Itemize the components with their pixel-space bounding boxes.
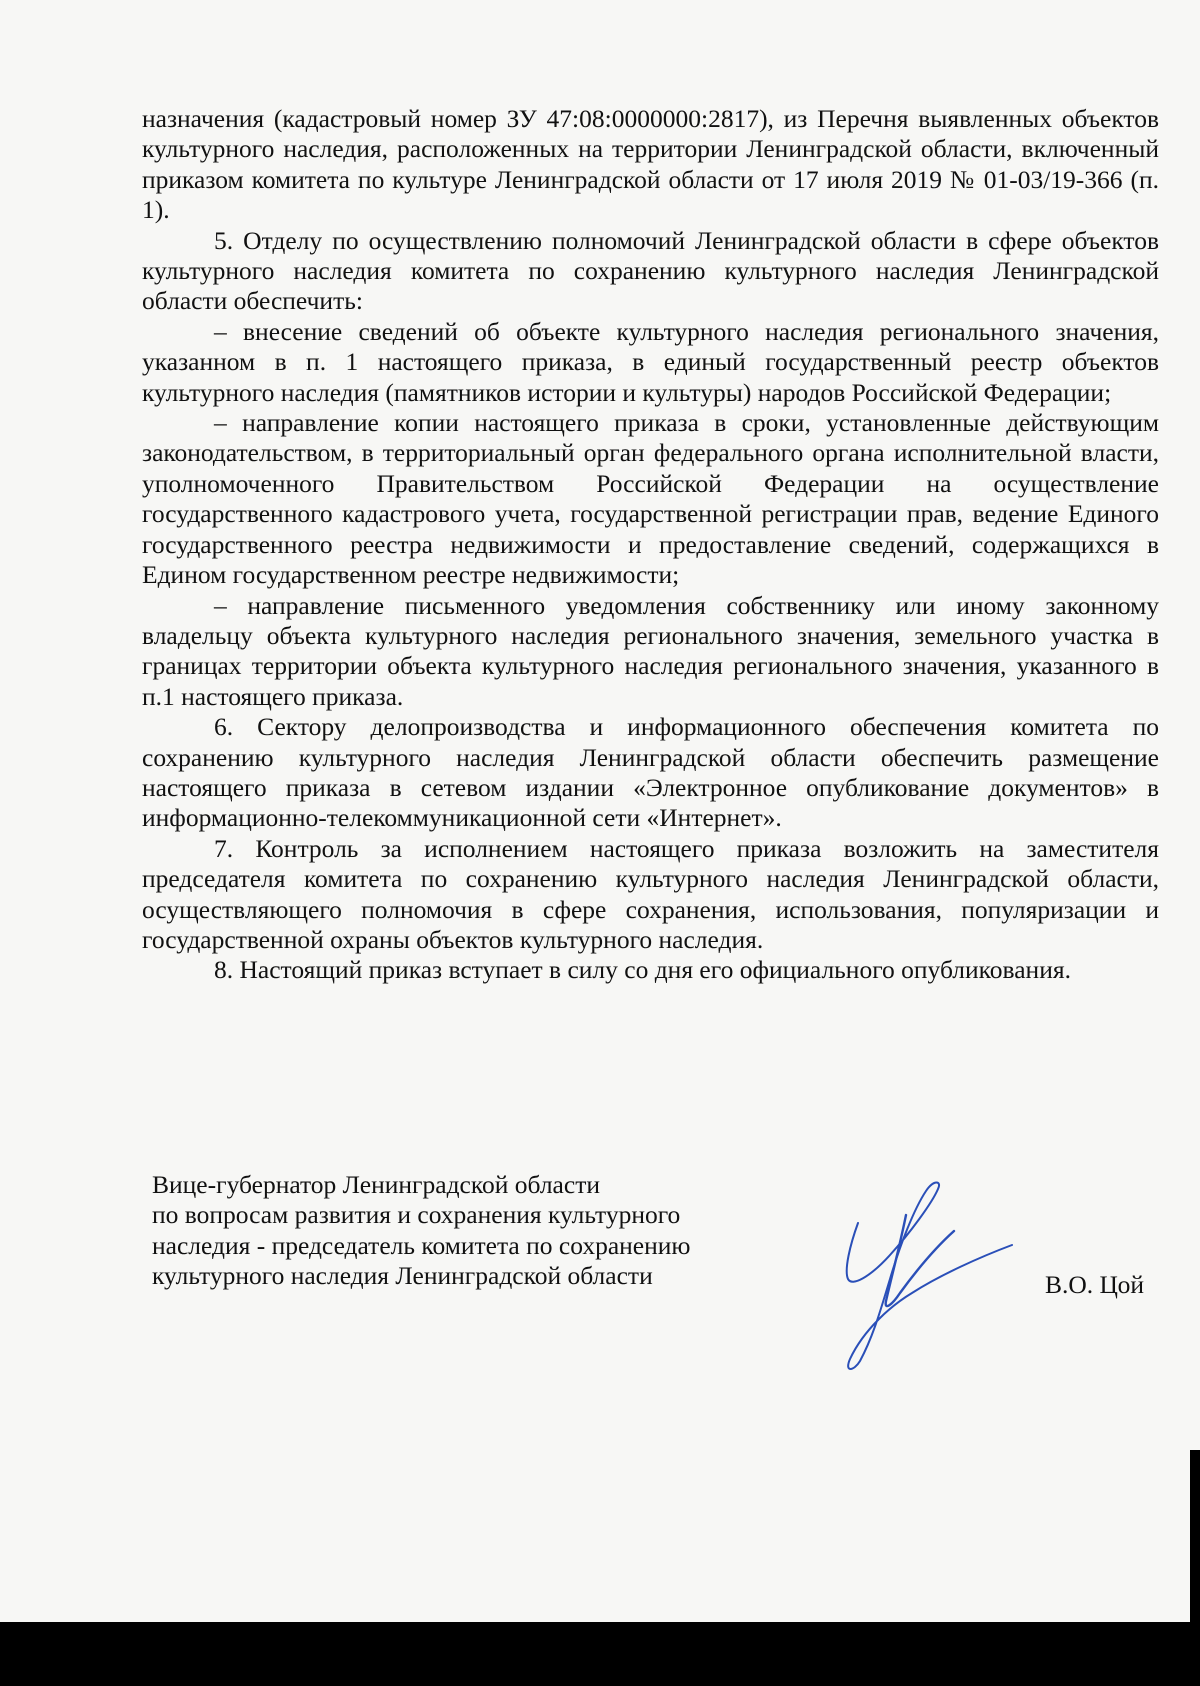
paragraph-bullet-notice: – направление письменного уведомления собственнику или иному законному владельцу объекта культурного наследия регионального значения, земельного участка в границах территории объекта культурного наследия регионального значения, указанного в п.1 настоящего приказа.	[142, 590, 1159, 711]
signature-stroke	[847, 1183, 1012, 1370]
signature-stroke	[886, 1215, 954, 1306]
position-line: по вопросам развития и сохранения культурного	[152, 1200, 681, 1230]
position-line: наследия - председатель комитета по сохранению	[152, 1230, 691, 1260]
document-body	[142, 104, 1159, 986]
paragraph-bullet-registry: – внесение сведений об объекте культурного наследия регионального значения, указанном в п. 1 настоящего приказа, в единый государственный реестр объектов культурного наследия (памятников истории и культуры) народов Российской Федерации;	[142, 316, 1159, 407]
signatory-position	[152, 1170, 792, 1292]
paragraph-item-8: 8. Настоящий приказ вступает в силу со дня его официального опубликования.	[214, 955, 1071, 985]
paragraph-item-6: 6. Сектору делопроизводства и информационного обеспечения комитета по сохранению культурного наследия Ленинградской области обеспечить размещение настоящего приказа в сетевом издании «Электронное опубликование документов» в информационно-телекоммуникационной сети «Интернет».	[142, 712, 1159, 833]
signatory-name: В.О. Цой	[1045, 1270, 1145, 1299]
handwritten-signature	[830, 1175, 1020, 1375]
paragraph-1: назначения (кадастровый номер ЗУ 47:08:0000000:2817), из Перечня выявленных объектов культурного наследия, расположенных на территории Ленинградской области, включенный приказом комитета по культуре Ленинградской области от 17 июля 2019 № 01-03/19-366 (п. 1).	[142, 104, 1159, 225]
paragraph-item-7: 7. Контроль за исполнением настоящего приказа возложить на заместителя председателя комитета по сохранению культурного наследия Ленинградской области, осуществляющего полномочия в сфере сохранения, использования, популяризации и государственной охраны объектов культурного наследия.	[142, 833, 1159, 954]
paragraph-item-5: 5. Отделу по осуществлению полномочий Ленинградской области в сфере объектов культурного наследия комитета по сохранению культурного наследия Ленинградской области обеспечить:	[142, 225, 1159, 316]
position-line: Вице-губернатор Ленинградской области	[152, 1170, 600, 1199]
scan-border	[0, 1622, 1200, 1686]
paragraph-bullet-copy: – направление копии настоящего приказа в сроки, установленные действующим законодательством, в территориальный орган федерального органа исполнительной власти, уполномоченного Правительством Российской Федерации на осуществление государственного кадастрового учета, государственной регистрации прав, ведение Единого государственного реестра недвижимости и предоставление сведений, содержащихся в Едином государственном реестре недвижимости;	[142, 408, 1159, 590]
position-line: культурного наследия Ленинградской области	[152, 1261, 653, 1291]
